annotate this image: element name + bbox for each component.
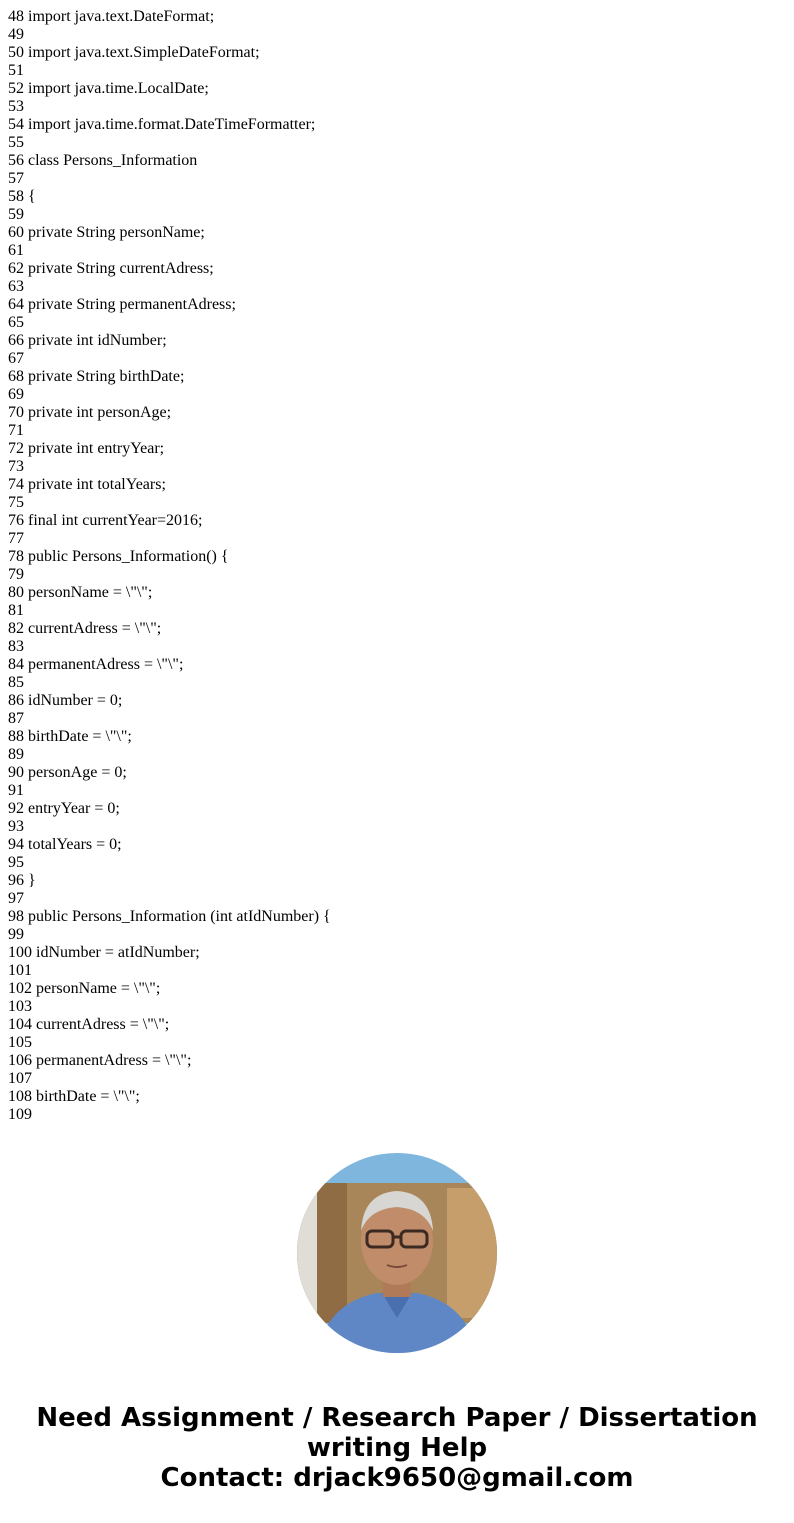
person-photo-icon xyxy=(297,1153,497,1353)
code-line: 84 permanentAdress = \"\"; xyxy=(8,656,184,673)
code-line: 91 xyxy=(8,782,24,799)
code-line: 74 private int totalYears; xyxy=(8,476,166,493)
code-line: 77 xyxy=(8,530,24,547)
code-line: 56 class Persons_Information xyxy=(8,152,198,169)
code-line: 69 xyxy=(8,386,24,403)
code-line: 92 entryYear = 0; xyxy=(8,800,120,817)
code-line: 49 xyxy=(8,26,24,43)
code-line: 108 birthDate = \"\"; xyxy=(8,1088,140,1105)
code-line: 65 xyxy=(8,314,24,331)
code-line: 95 xyxy=(8,854,24,871)
code-line: 88 birthDate = \"\"; xyxy=(8,728,132,745)
code-line: 51 xyxy=(8,62,24,79)
code-line: 50 import java.text.SimpleDateFormat; xyxy=(8,44,260,61)
code-line: 96 } xyxy=(8,872,36,889)
code-line: 60 private String personName; xyxy=(8,224,205,241)
code-line: 101 xyxy=(8,962,32,979)
code-line: 57 xyxy=(8,170,24,187)
code-line: 97 xyxy=(8,890,24,907)
code-line: 94 totalYears = 0; xyxy=(8,836,122,853)
code-line: 54 import java.time.format.DateTimeFormatter; xyxy=(8,116,316,133)
code-line: 100 idNumber = atIdNumber; xyxy=(8,944,200,961)
code-line: 70 private int personAge; xyxy=(8,404,172,421)
code-line: 87 xyxy=(8,710,24,727)
code-line: 59 xyxy=(8,206,24,223)
code-line: 55 xyxy=(8,134,24,151)
code-line: 107 xyxy=(8,1070,32,1087)
code-line: 102 personName = \"\"; xyxy=(8,980,161,997)
code-line: 78 public Persons_Information() { xyxy=(8,548,229,565)
code-line: 105 xyxy=(8,1034,32,1051)
code-line: 109 xyxy=(8,1106,32,1123)
code-line: 98 public Persons_Information (int atIdNumber) { xyxy=(8,908,331,925)
code-line: 71 xyxy=(8,422,24,439)
code-line: 81 xyxy=(8,602,24,619)
code-line: 85 xyxy=(8,674,24,691)
code-line: 66 private int idNumber; xyxy=(8,332,167,349)
code-line: 76 final int currentYear=2016; xyxy=(8,512,203,529)
code-line: 64 private String permanentAdress; xyxy=(8,296,236,313)
code-line: 90 personAge = 0; xyxy=(8,764,127,781)
author-avatar xyxy=(297,1153,497,1353)
code-line: 89 xyxy=(8,746,24,763)
code-line: 106 permanentAdress = \"\"; xyxy=(8,1052,192,1069)
code-line: 48 import java.text.DateFormat; xyxy=(8,8,215,25)
code-line: 83 xyxy=(8,638,24,655)
promo-line-1: Need Assignment / Research Paper / Dissertation xyxy=(36,1403,758,1433)
promo-contact: Contact: drjack9650@gmail.com xyxy=(160,1463,634,1493)
code-line: 80 personName = \"\"; xyxy=(8,584,153,601)
code-line: 63 xyxy=(8,278,24,295)
code-line: 93 xyxy=(8,818,24,835)
code-line: 67 xyxy=(8,350,24,367)
promo-line-2: writing Help xyxy=(306,1433,488,1463)
code-line: 72 private int entryYear; xyxy=(8,440,165,457)
code-line: 82 currentAdress = \"\"; xyxy=(8,620,162,637)
code-line: 75 xyxy=(8,494,24,511)
code-line: 53 xyxy=(8,98,24,115)
code-line: 68 private String birthDate; xyxy=(8,368,185,385)
code-line: 104 currentAdress = \"\"; xyxy=(8,1016,170,1033)
code-line: 103 xyxy=(8,998,32,1015)
promo-banner xyxy=(0,1403,794,1493)
code-line: 62 private String currentAdress; xyxy=(8,260,214,277)
code-line: 61 xyxy=(8,242,24,259)
code-line: 58 { xyxy=(8,188,36,205)
code-line: 79 xyxy=(8,566,24,583)
code-listing xyxy=(8,8,788,1124)
code-line: 73 xyxy=(8,458,24,475)
code-line: 52 import java.time.LocalDate; xyxy=(8,80,209,97)
code-line: 99 xyxy=(8,926,24,943)
code-line: 86 idNumber = 0; xyxy=(8,692,123,709)
